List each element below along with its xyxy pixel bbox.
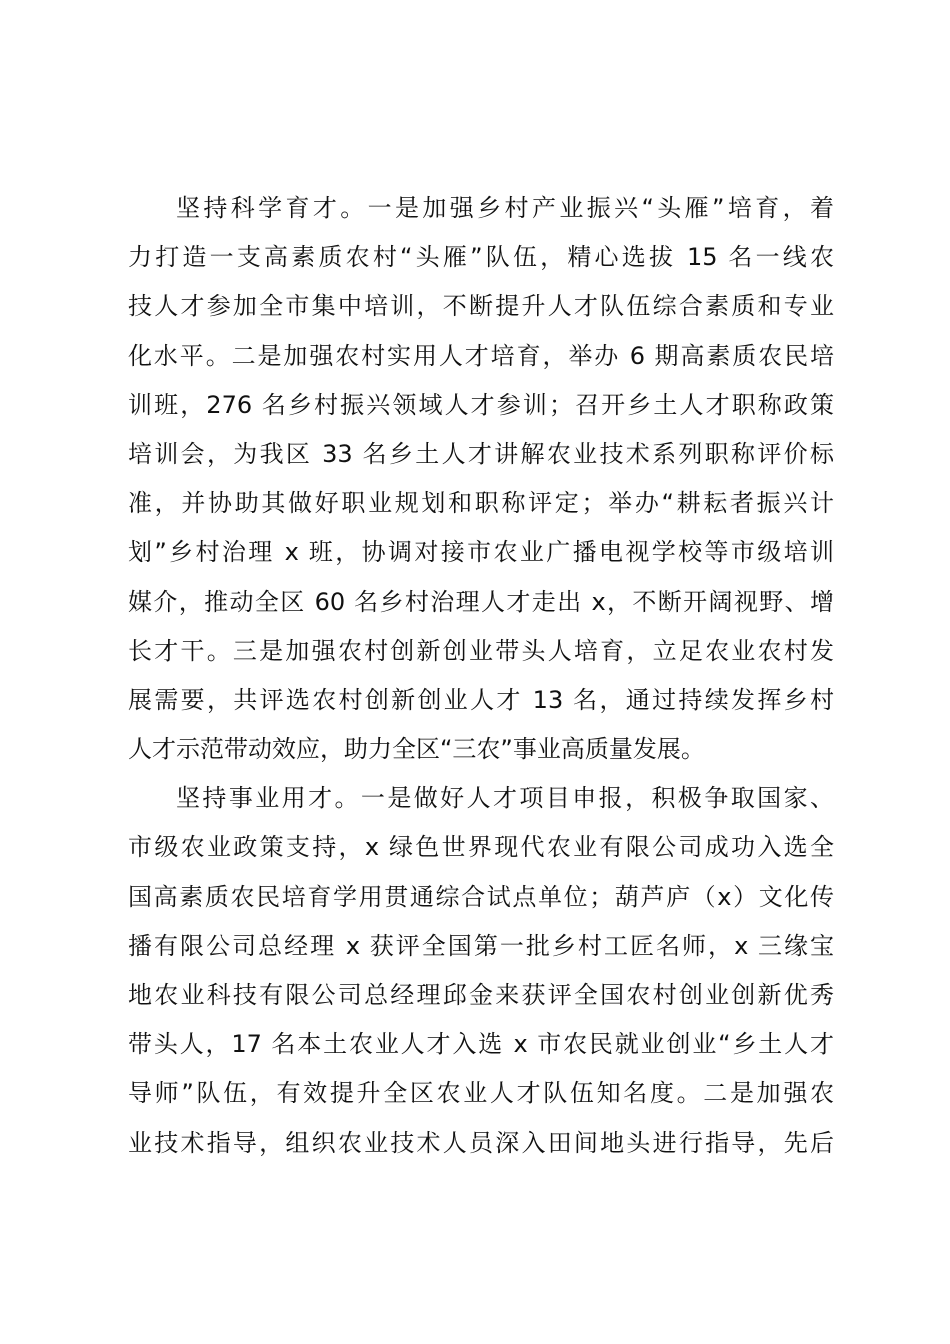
text-line: 带头人，17 名本土农业人才入选 x 市农民就业创业“乡土人才 — [128, 1030, 834, 1059]
text-line: 训班，276 名乡村振兴领域人才参训；召开乡土人才职称政策 — [128, 390, 834, 419]
text-line: 地农业科技有限公司总经理邱金来获评全国农村创业创新优秀 — [128, 981, 834, 1009]
text-line: 播有限公司总经理 x 获评全国第一批乡村工匠名师，x 三缘宝 — [128, 931, 834, 960]
text-line: 技人才参加全市集中培训，不断提升人才队伍综合素质和专业 — [128, 292, 834, 321]
text-line: 国高素质农民培育学用贯通综合试点单位；葫芦庐（x）文化传 — [128, 882, 834, 911]
text-line: 长才干。三是加强农村创新创业带头人培育，立足农业农村发 — [128, 636, 834, 665]
text-line: 化水平。二是加强农村实用人才培育，举办 6 期高素质农民培 — [128, 341, 834, 370]
text-line: 坚持事业用才。一是做好人才项目申报，积极争取国家、 — [176, 784, 834, 813]
text-line: 媒介，推动全区 60 名乡村治理人才走出 x，不断开阔视野、增 — [128, 587, 834, 616]
text-line: 培训会，为我区 33 名乡土人才讲解农业技术系列职称评价标 — [128, 439, 834, 468]
text-line: 市级农业政策支持，x 绿色世界现代农业有限公司成功入选全 — [128, 833, 834, 862]
text-line: 业技术指导，组织农业技术人员深入田间地头进行指导，先后 — [128, 1128, 834, 1157]
text-line: 展需要，共评选农村创新创业人才 13 名，通过持续发挥乡村 — [128, 685, 834, 714]
document-body — [128, 184, 834, 1168]
text-line: 力打造一支高素质农村“头雁”队伍，精心选拔 15 名一线农 — [128, 243, 834, 272]
text-line: 导师”队伍，有效提升全区农业人才队伍知名度。二是加强农 — [128, 1079, 834, 1108]
text-line: 划”乡村治理 x 班，协调对接市农业广播电视学校等市级培训 — [128, 538, 834, 567]
text-line: 坚持科学育才。一是加强乡村产业振兴“头雁”培育，着 — [176, 194, 834, 222]
text-line: 准，并协助其做好职业规划和职称评定；举办“耕耘者振兴计 — [128, 489, 834, 518]
paragraph-talent-utilization — [128, 774, 834, 1168]
paragraph-talent-training — [128, 184, 834, 774]
text-line: 人才示范带动效应，助力全区“三农”事业高质量发展。 — [128, 735, 705, 764]
